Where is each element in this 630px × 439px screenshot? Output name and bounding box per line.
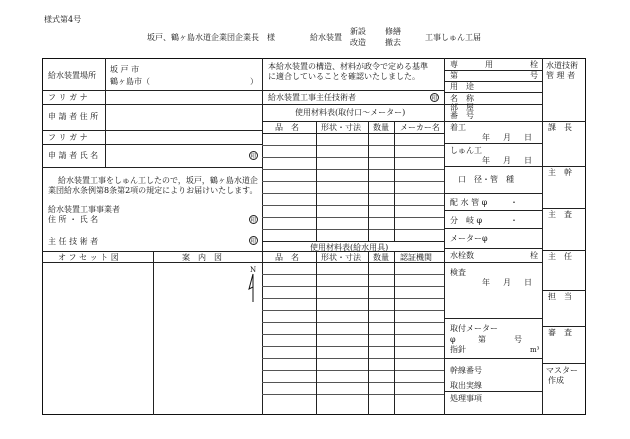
row-line	[444, 121, 542, 122]
row-line	[262, 394, 444, 395]
start-year: 年	[482, 133, 490, 142]
row-line	[42, 130, 262, 131]
phi-label: φ	[450, 335, 456, 344]
paren-close: ）	[250, 77, 258, 86]
col-divider	[368, 251, 369, 415]
meter-label: メーターφ	[450, 234, 488, 243]
completion-report-title: 工事しゅん工届	[425, 33, 481, 42]
col-item-name: 品 名	[275, 123, 299, 132]
row-line	[542, 166, 586, 167]
materials-title-1: 使用材料表(取付口～メーター)	[295, 108, 406, 117]
applicant-address-label: 申 請 者 住 所	[48, 112, 99, 121]
start-day: 日	[524, 133, 532, 142]
completion-label: しゅん工	[450, 146, 482, 155]
row-line	[444, 318, 542, 319]
row-line	[42, 167, 262, 168]
type-remove: 撤去	[385, 38, 401, 47]
contractor-label: 給水装置工事事業者	[48, 205, 120, 214]
row-line	[42, 251, 262, 252]
offset-drawing-label: オ フ セ ッ ト 図	[58, 253, 119, 262]
row-line	[262, 274, 444, 275]
row-line	[444, 228, 542, 229]
col-quantity-2: 数量	[373, 253, 389, 262]
map-divider	[153, 251, 154, 415]
reading-label: 指針	[450, 345, 466, 354]
row-line	[42, 104, 262, 105]
approval-title-1: 水道技術	[546, 61, 578, 70]
label-col-divider	[105, 58, 106, 167]
seal-mark: 印	[431, 95, 438, 102]
row-line	[262, 169, 444, 170]
divider-right	[542, 58, 543, 415]
row-line	[444, 193, 542, 194]
row-line	[262, 346, 444, 347]
row-line	[262, 229, 444, 230]
go-char: 号	[530, 71, 538, 80]
start-label: 着工	[450, 123, 466, 132]
row-line	[262, 157, 444, 158]
col-shape-size-2: 形状・寸法	[321, 253, 361, 262]
row-line	[262, 193, 444, 194]
branch-label: 分 岐 φ	[450, 216, 483, 225]
divider-middle	[444, 58, 445, 415]
furigana-label-2: フ リ ガ ナ	[48, 133, 88, 142]
row-line	[542, 326, 586, 327]
seal-mark: 印	[250, 217, 257, 224]
col-certifier: 認証機関	[400, 253, 432, 262]
row-line	[262, 145, 444, 146]
row-line	[444, 166, 542, 167]
installation-label: 給水装置	[310, 33, 342, 42]
certify-line-2: に適合していることを確認いたしました。	[268, 72, 420, 81]
row-line	[262, 205, 444, 206]
inspection-month: 月	[503, 278, 511, 287]
row-line	[262, 310, 444, 311]
row-line	[262, 181, 444, 182]
chief-engineer-label: 主 任 技 術 者	[48, 237, 99, 246]
form-number: 様式第4号	[44, 15, 82, 24]
row-line	[262, 322, 444, 323]
addressee: 坂戸、鶴ヶ島水道企業団企業長 様	[147, 33, 275, 42]
city-sakado: 坂 戸 市	[110, 65, 140, 74]
row-line	[444, 210, 542, 211]
type-repair: 修繕	[385, 27, 401, 36]
row-line	[262, 121, 444, 122]
room-label-2: 番 号	[450, 111, 474, 120]
applicant-name-label: 申 請 者 氏 名	[48, 151, 99, 160]
row-line	[542, 208, 586, 209]
row-line	[444, 143, 542, 144]
col-quantity: 数量	[373, 123, 389, 132]
chief-engineer-sign: 給水装置工事主任技術者	[268, 93, 356, 102]
room-label-1: 部 屋	[450, 103, 474, 112]
col-divider	[316, 251, 317, 415]
approval-person-in-charge: 担 当	[548, 292, 572, 301]
row-line	[262, 358, 444, 359]
completion-year: 年	[482, 156, 490, 165]
approval-supervisor: 主 査	[548, 210, 572, 219]
guide-map-label: 案 内 図	[182, 253, 222, 262]
approval-section-chief: 課 長	[548, 123, 572, 132]
row-line	[262, 217, 444, 218]
notice-line-2: 業団給水条例第8条第2項の規定によりお届けいたします。	[48, 186, 258, 195]
row-line	[262, 382, 444, 383]
row-line	[444, 391, 542, 392]
row-line	[262, 286, 444, 287]
row-line	[262, 334, 444, 335]
divider-left	[262, 58, 263, 415]
row-line	[42, 144, 262, 145]
cubic-meter-unit: m³	[530, 346, 540, 354]
row-line	[444, 262, 542, 263]
contractor-address-name: 住 所 ・ 氏 名	[48, 215, 99, 224]
row-line	[262, 241, 444, 242]
meter-go: 号	[514, 335, 522, 344]
approval-review: 審 査	[548, 328, 572, 337]
row-line	[262, 262, 444, 263]
install-meter-label: 取付メーター	[450, 324, 498, 333]
row-line	[262, 104, 444, 105]
col-divider	[368, 121, 369, 241]
row-line	[262, 370, 444, 371]
type-modify: 改造	[350, 38, 366, 47]
branch-dot: ・	[510, 216, 518, 225]
master-label-2: 作成	[548, 376, 564, 385]
trunk-number-label: 幹線番号	[450, 366, 482, 375]
north-arrow-icon	[247, 273, 257, 303]
use-char: 用	[485, 60, 493, 69]
city-tsurugashima: 鶴ヶ島市（	[110, 77, 150, 86]
row-line	[542, 363, 586, 364]
col-shape-size: 形状・寸法	[321, 123, 361, 132]
drawing-line-label: 取出実線	[450, 381, 482, 390]
start-month: 月	[503, 133, 511, 142]
completion-day: 日	[524, 156, 532, 165]
seal-mark: 印	[250, 153, 257, 160]
location-label: 給水装置場所	[48, 71, 96, 80]
approval-chief-supervisor: 主 幹	[548, 168, 572, 177]
handling-label: 処理事項	[450, 394, 482, 403]
row-line	[542, 121, 586, 122]
row-line	[444, 92, 542, 93]
inspection-year: 年	[482, 278, 490, 287]
main-pipe-dot: ・	[510, 198, 518, 207]
meter-dai: 第	[478, 335, 486, 344]
row-line	[444, 358, 542, 359]
row-line	[262, 90, 444, 91]
type-new: 新設	[350, 27, 366, 36]
caliber-header: 口 径・管 種	[458, 175, 514, 184]
completion-month: 月	[503, 156, 511, 165]
col-divider	[316, 121, 317, 241]
col-divider	[394, 121, 395, 241]
master-label-1: マスター	[546, 366, 578, 375]
row-line	[262, 133, 444, 134]
row-line	[444, 70, 542, 71]
furigana-label: フ リ ガ ナ	[48, 93, 88, 102]
certify-line-1: 本給水装置の構造、材料が政令で定める基準	[268, 62, 428, 71]
row-line	[262, 298, 444, 299]
main-pipe-label: 配 水 管 φ	[450, 198, 488, 207]
col-item-name-2: 品 名	[275, 253, 299, 262]
purpose-label: 用 途	[450, 82, 474, 91]
north-letter: N	[250, 266, 257, 274]
plug-char: 栓	[530, 60, 538, 69]
faucet-count-label: 水栓数	[450, 251, 474, 260]
notice-line-1: 給水装置工事をしゅん工したので，坂戸，鶴ヶ島水道企	[58, 176, 258, 185]
row-line	[444, 248, 542, 249]
dai-char: 第	[450, 71, 458, 80]
materials-title-2: 使用材料表(給水用具)	[310, 243, 389, 252]
building-name-label: 名 称	[450, 94, 474, 103]
approval-title-2: 管 理 者	[546, 71, 576, 80]
inspection-label: 検査	[450, 268, 466, 277]
col-divider	[394, 251, 395, 415]
row-line	[262, 251, 444, 252]
approval-chief: 主 任	[548, 252, 572, 261]
row-line	[542, 290, 586, 291]
inspection-day: 日	[524, 278, 532, 287]
col-maker: メーカー名	[400, 123, 440, 132]
seal-mark: 印	[250, 238, 257, 245]
row-line	[42, 90, 262, 91]
faucet-unit: 栓	[530, 251, 538, 260]
row-line	[542, 250, 586, 251]
dedicated-char: 専	[450, 60, 458, 69]
